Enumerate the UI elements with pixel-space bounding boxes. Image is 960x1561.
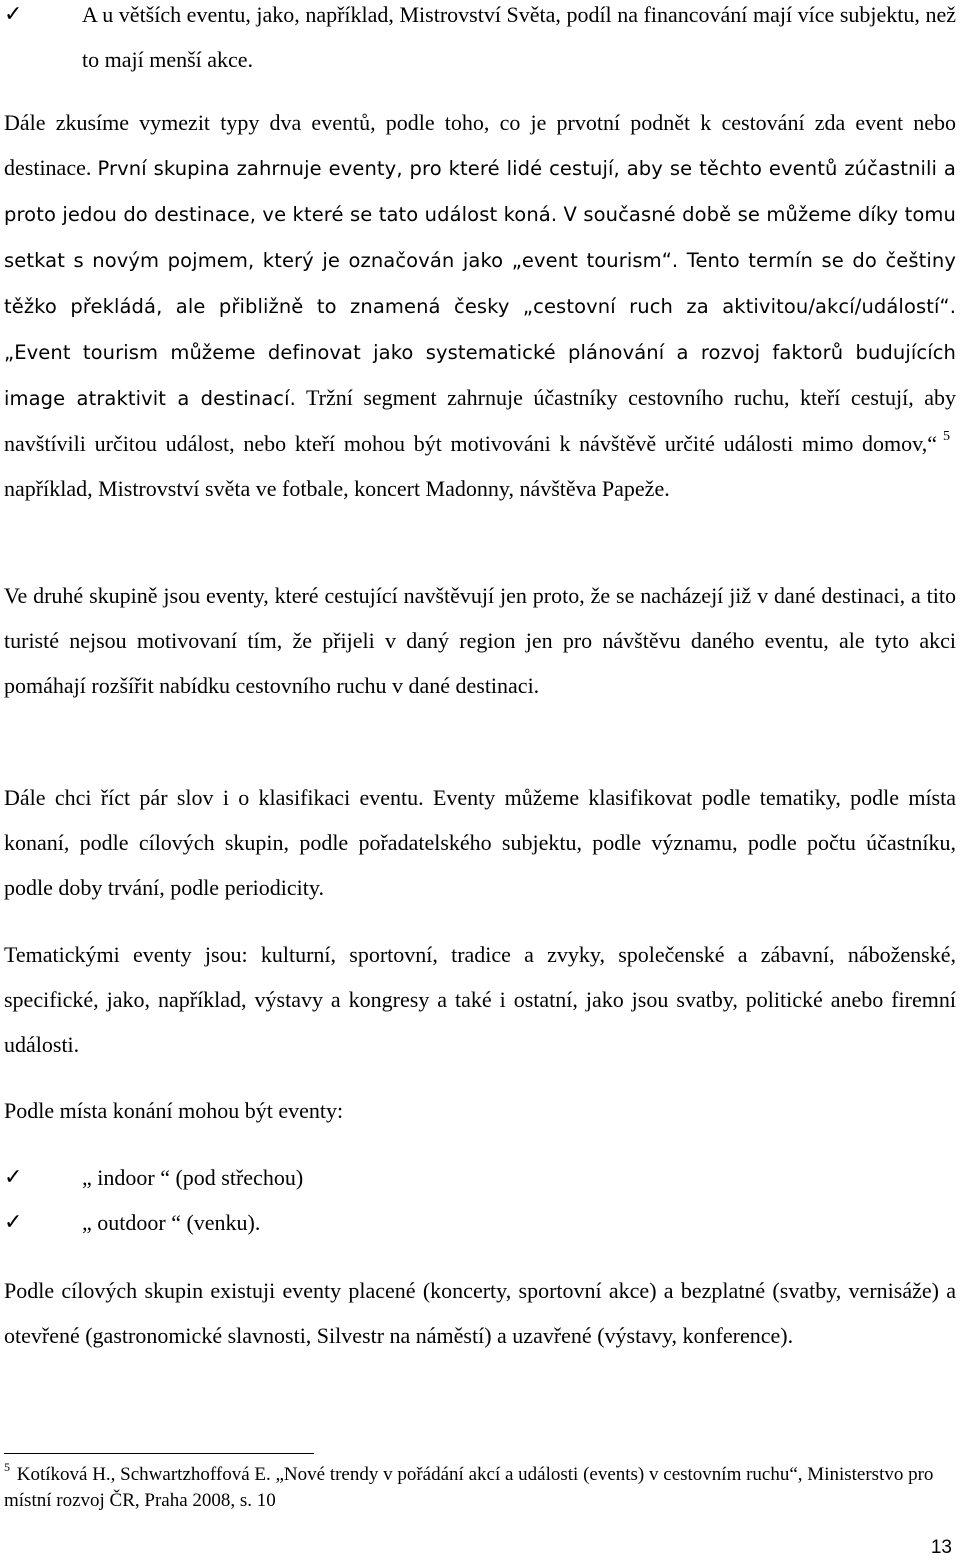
paragraph-text: například, Mistrovství světa ve fotbale, koncert Madonny, návštěva Papeže. xyxy=(4,476,670,501)
paragraph-classification: Dále chci říct pár slov i o klasifikaci eventu. Eventy můžeme klasifikovat podle tematiky, podle místa konaní, podle cílových skupin, podle pořadatelského subjektu, podle významu, podle počtu účastníku, podle doby trvání, podle periodicity. xyxy=(4,785,956,900)
footnote-reference: 5 xyxy=(943,428,950,444)
list-item-text: A u větších eventu, jako, například, Mistrovství Světa, podíl na financování mají více subjektu, než to mají menší akce. xyxy=(82,2,956,72)
paragraph-text: Tržní segment zahrnuje účastníky cestovního ruchu, kteří cestují, aby navštívili určitou událost, nebo kteří mohou být motivováni k návštěvě určité události mimo domov,“ xyxy=(4,385,957,456)
footnote-number: 5 xyxy=(4,1459,10,1474)
paragraph-place: Podle místa konání mohou být eventy: xyxy=(4,1098,344,1123)
paragraph-text-sans: První skupina zahrnuje eventy, pro které lidé cestují, aby se těchto eventů zúčastnili a proto jedou do destinace, ve které se tato událost koná. xyxy=(4,157,956,226)
check-mark-icon: ✓ xyxy=(4,2,23,27)
footnote xyxy=(4,1459,936,1514)
list-item-text: „ outdoor “ (venku). xyxy=(82,1210,261,1235)
footnote-separator xyxy=(4,1453,314,1454)
page-number: 13 xyxy=(930,1537,952,1558)
footnote-text: Kotíková H., Schwartzhoffová E. „Nové trendy v pořádání akcí a události (events) v cestovním ruchu“, Ministerstvo pro místní rozvoj ČR, Praha 2008, s. 10 xyxy=(4,1464,934,1511)
paragraph-text: Dále zkusíme vymezit typy dva eventů, podle toho, co je prvotní podnět k cestování zda event nebo destinace. xyxy=(4,110,956,180)
check-mark-icon: ✓ xyxy=(4,1165,23,1190)
check-mark-icon: ✓ xyxy=(4,1210,23,1235)
check-list-item xyxy=(4,1155,956,1200)
list-item-text: „ indoor “ (pod střechou) xyxy=(82,1165,304,1190)
paragraph-target-groups: Podle cílových skupin existuji eventy placené (koncerty, sportovní akce) a bezplatné (svatby, vernisáže) a otevřené (gastronomické slavnosti, Silvestr na náměstí) a uzavřené (výstavy, konference). xyxy=(4,1278,956,1348)
check-list-item xyxy=(4,0,956,82)
check-list-item xyxy=(4,1200,956,1245)
paragraph-text-sans: V současné době se můžeme díky tomu setkat s novým pojmem, který je označován jako „event tourism“. Tento termín se do češtiny těžko překládá, ale přibližně to znamená česky „cestovní ruch za aktivitou/akcí/událostí“. „Event tourism můžeme definovat jako systematické plánování a rozvoj faktorů budujících image atraktivit a destinací. xyxy=(4,203,956,410)
paragraph-event-types xyxy=(4,100,956,511)
paragraph-thematic: Tematickými eventy jsou: kulturní, sportovní, tradice a zvyky, společenské a zábavní, náboženské, specifické, jako, například, výstavy a kongresy a také i ostatní, jako jsou svatby, politické anebo firemní události. xyxy=(4,942,956,1057)
paragraph-second-group: Ve druhé skupině jsou eventy, které cestující navštěvují jen proto, že se nacházejí již v dané destinaci, a tito turisté nejsou motivovaní tím, že přijeli v daný region jen pro návštěvu daného eventu, ale tyto akci pomáhají rozšířit nabídku cestovního ruchu v dané destinaci. xyxy=(4,583,956,698)
